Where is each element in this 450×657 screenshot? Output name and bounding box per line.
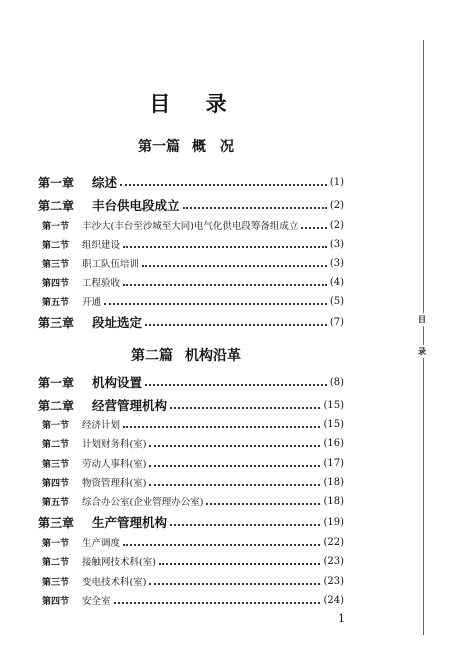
toc-entry[interactable]: [38, 514, 344, 530]
entry-label: 第三节: [42, 459, 70, 470]
toc-entry[interactable]: [38, 455, 344, 471]
entry-page: (8): [329, 376, 344, 388]
entry-title: 机构设置: [92, 375, 143, 390]
entry-page: (19): [323, 516, 344, 528]
entry-title: 职工队伍培训: [82, 259, 140, 270]
entry-page: (7): [329, 316, 344, 328]
entry-title: 劳动人事科(室): [82, 459, 147, 470]
entry-label: 第一章: [38, 175, 75, 190]
entry-label: 第三章: [38, 315, 75, 330]
entry-page: (5): [329, 295, 344, 307]
side-mark: 录: [418, 347, 426, 356]
leader-dots: [145, 324, 327, 326]
entry-label: 第四节: [42, 278, 70, 289]
entry-page: (3): [329, 238, 344, 250]
entry-label: 第二章: [38, 398, 75, 413]
part-heading: [0, 345, 372, 365]
part-title: 机构沿革: [185, 348, 241, 364]
entry-page: (18): [323, 476, 344, 488]
toc-entry[interactable]: [38, 274, 344, 290]
entry-label: 第二节: [42, 240, 70, 251]
entry-page: (18): [323, 495, 344, 507]
toc-entry[interactable]: [38, 255, 344, 271]
entry-label: 第四节: [42, 596, 70, 607]
entry-title: 经济计划: [82, 420, 121, 431]
toc-entry[interactable]: [38, 493, 344, 509]
toc-entry[interactable]: [38, 293, 344, 309]
entry-page: (4): [329, 276, 344, 288]
leader-dots: [123, 284, 327, 286]
entry-title: 生产调度: [82, 538, 121, 549]
entry-title: 安全室: [82, 596, 111, 607]
toc-entry[interactable]: [38, 553, 344, 569]
part-label: 第一篇: [138, 139, 180, 155]
entry-page: (15): [323, 418, 344, 430]
leader-dots: [114, 602, 321, 604]
leader-dots: [301, 227, 326, 229]
leader-dots: [149, 583, 320, 585]
part-heading: [0, 136, 372, 156]
entry-page: (2): [329, 219, 344, 231]
entry-title: 组织建设: [82, 240, 121, 251]
part-title: 概 况: [192, 139, 234, 155]
leader-dots: [149, 484, 320, 486]
entry-page: (23): [323, 575, 344, 587]
entry-label: 第一节: [42, 221, 70, 232]
entry-label: 第二节: [42, 557, 70, 568]
toc-entry[interactable]: [38, 416, 344, 432]
toc-entry[interactable]: [38, 397, 344, 413]
entry-title: 综述: [92, 175, 118, 190]
part-label: 第二篇: [131, 348, 173, 364]
toc-title: 目 录: [149, 92, 241, 116]
leader-dots: [123, 246, 327, 248]
leader-dots: [149, 445, 320, 447]
leader-dots: [145, 384, 327, 386]
page-number: 1: [338, 612, 345, 625]
entry-label: 第一节: [42, 538, 70, 549]
entry-label: 第五节: [42, 297, 70, 308]
entry-label: 第四节: [42, 478, 70, 489]
margin-rule: [423, 40, 424, 635]
entry-title: 经营管理机构: [92, 398, 168, 413]
leader-dots: [170, 524, 320, 526]
entry-label: 第一节: [42, 420, 70, 431]
leader-dots: [120, 184, 327, 186]
entry-page: (15): [323, 399, 344, 411]
leader-dots: [206, 503, 320, 505]
leader-dots: [159, 563, 321, 565]
entry-title: 丰台供电段成立: [92, 198, 180, 213]
entry-page: (3): [329, 257, 344, 269]
side-mark: 目: [418, 315, 426, 324]
leader-dots: [123, 544, 320, 546]
toc-entry[interactable]: [38, 314, 344, 330]
leader-dots: [104, 303, 327, 305]
entry-label: 第三节: [42, 577, 70, 588]
toc-entry[interactable]: [38, 435, 344, 451]
toc-entry[interactable]: [38, 592, 344, 608]
entry-title: 开通: [82, 297, 102, 308]
entry-page: (24): [323, 594, 344, 606]
leader-dots: [170, 407, 320, 409]
entry-title: 丰沙大(丰台至沙城至大同)电气化供电段筹备组成立: [82, 221, 299, 232]
leader-dots: [149, 465, 320, 467]
entry-title: 变电技术科(室): [82, 577, 147, 588]
entry-label: 第二节: [42, 439, 70, 450]
toc-entry[interactable]: [38, 217, 344, 233]
toc-entry[interactable]: [38, 197, 344, 213]
entry-label: 第三节: [42, 259, 70, 270]
entry-page: (22): [323, 536, 344, 548]
toc-entry[interactable]: [38, 534, 344, 550]
toc-entry[interactable]: [38, 236, 344, 252]
entry-page: (16): [323, 437, 344, 449]
toc-entry[interactable]: [38, 374, 344, 390]
toc-entry[interactable]: [38, 174, 344, 190]
entry-page: (1): [329, 176, 344, 188]
entry-label: 第三章: [38, 515, 75, 530]
toc-entry[interactable]: [38, 474, 344, 490]
entry-title: 段址选定: [92, 315, 143, 330]
entry-title: 接触网技术科(室): [82, 557, 156, 568]
entry-page: (17): [323, 457, 344, 469]
entry-title: 物资管理科(室): [82, 478, 147, 489]
entry-label: 第五节: [42, 497, 70, 508]
entry-page: (2): [329, 199, 344, 211]
toc-entry[interactable]: [38, 573, 344, 589]
leader-dots: [142, 265, 327, 267]
entry-title: 工程验收: [82, 278, 121, 289]
entry-label: 第二章: [38, 198, 75, 213]
entry-title: 综合办公室(企业管理办公室): [82, 497, 204, 508]
entry-label: 第一章: [38, 375, 75, 390]
leader-dots: [183, 207, 327, 209]
leader-dots: [123, 426, 320, 428]
entry-title: 计划财务科(室): [82, 439, 147, 450]
entry-title: 生产管理机构: [92, 515, 168, 530]
entry-page: (23): [323, 555, 344, 567]
